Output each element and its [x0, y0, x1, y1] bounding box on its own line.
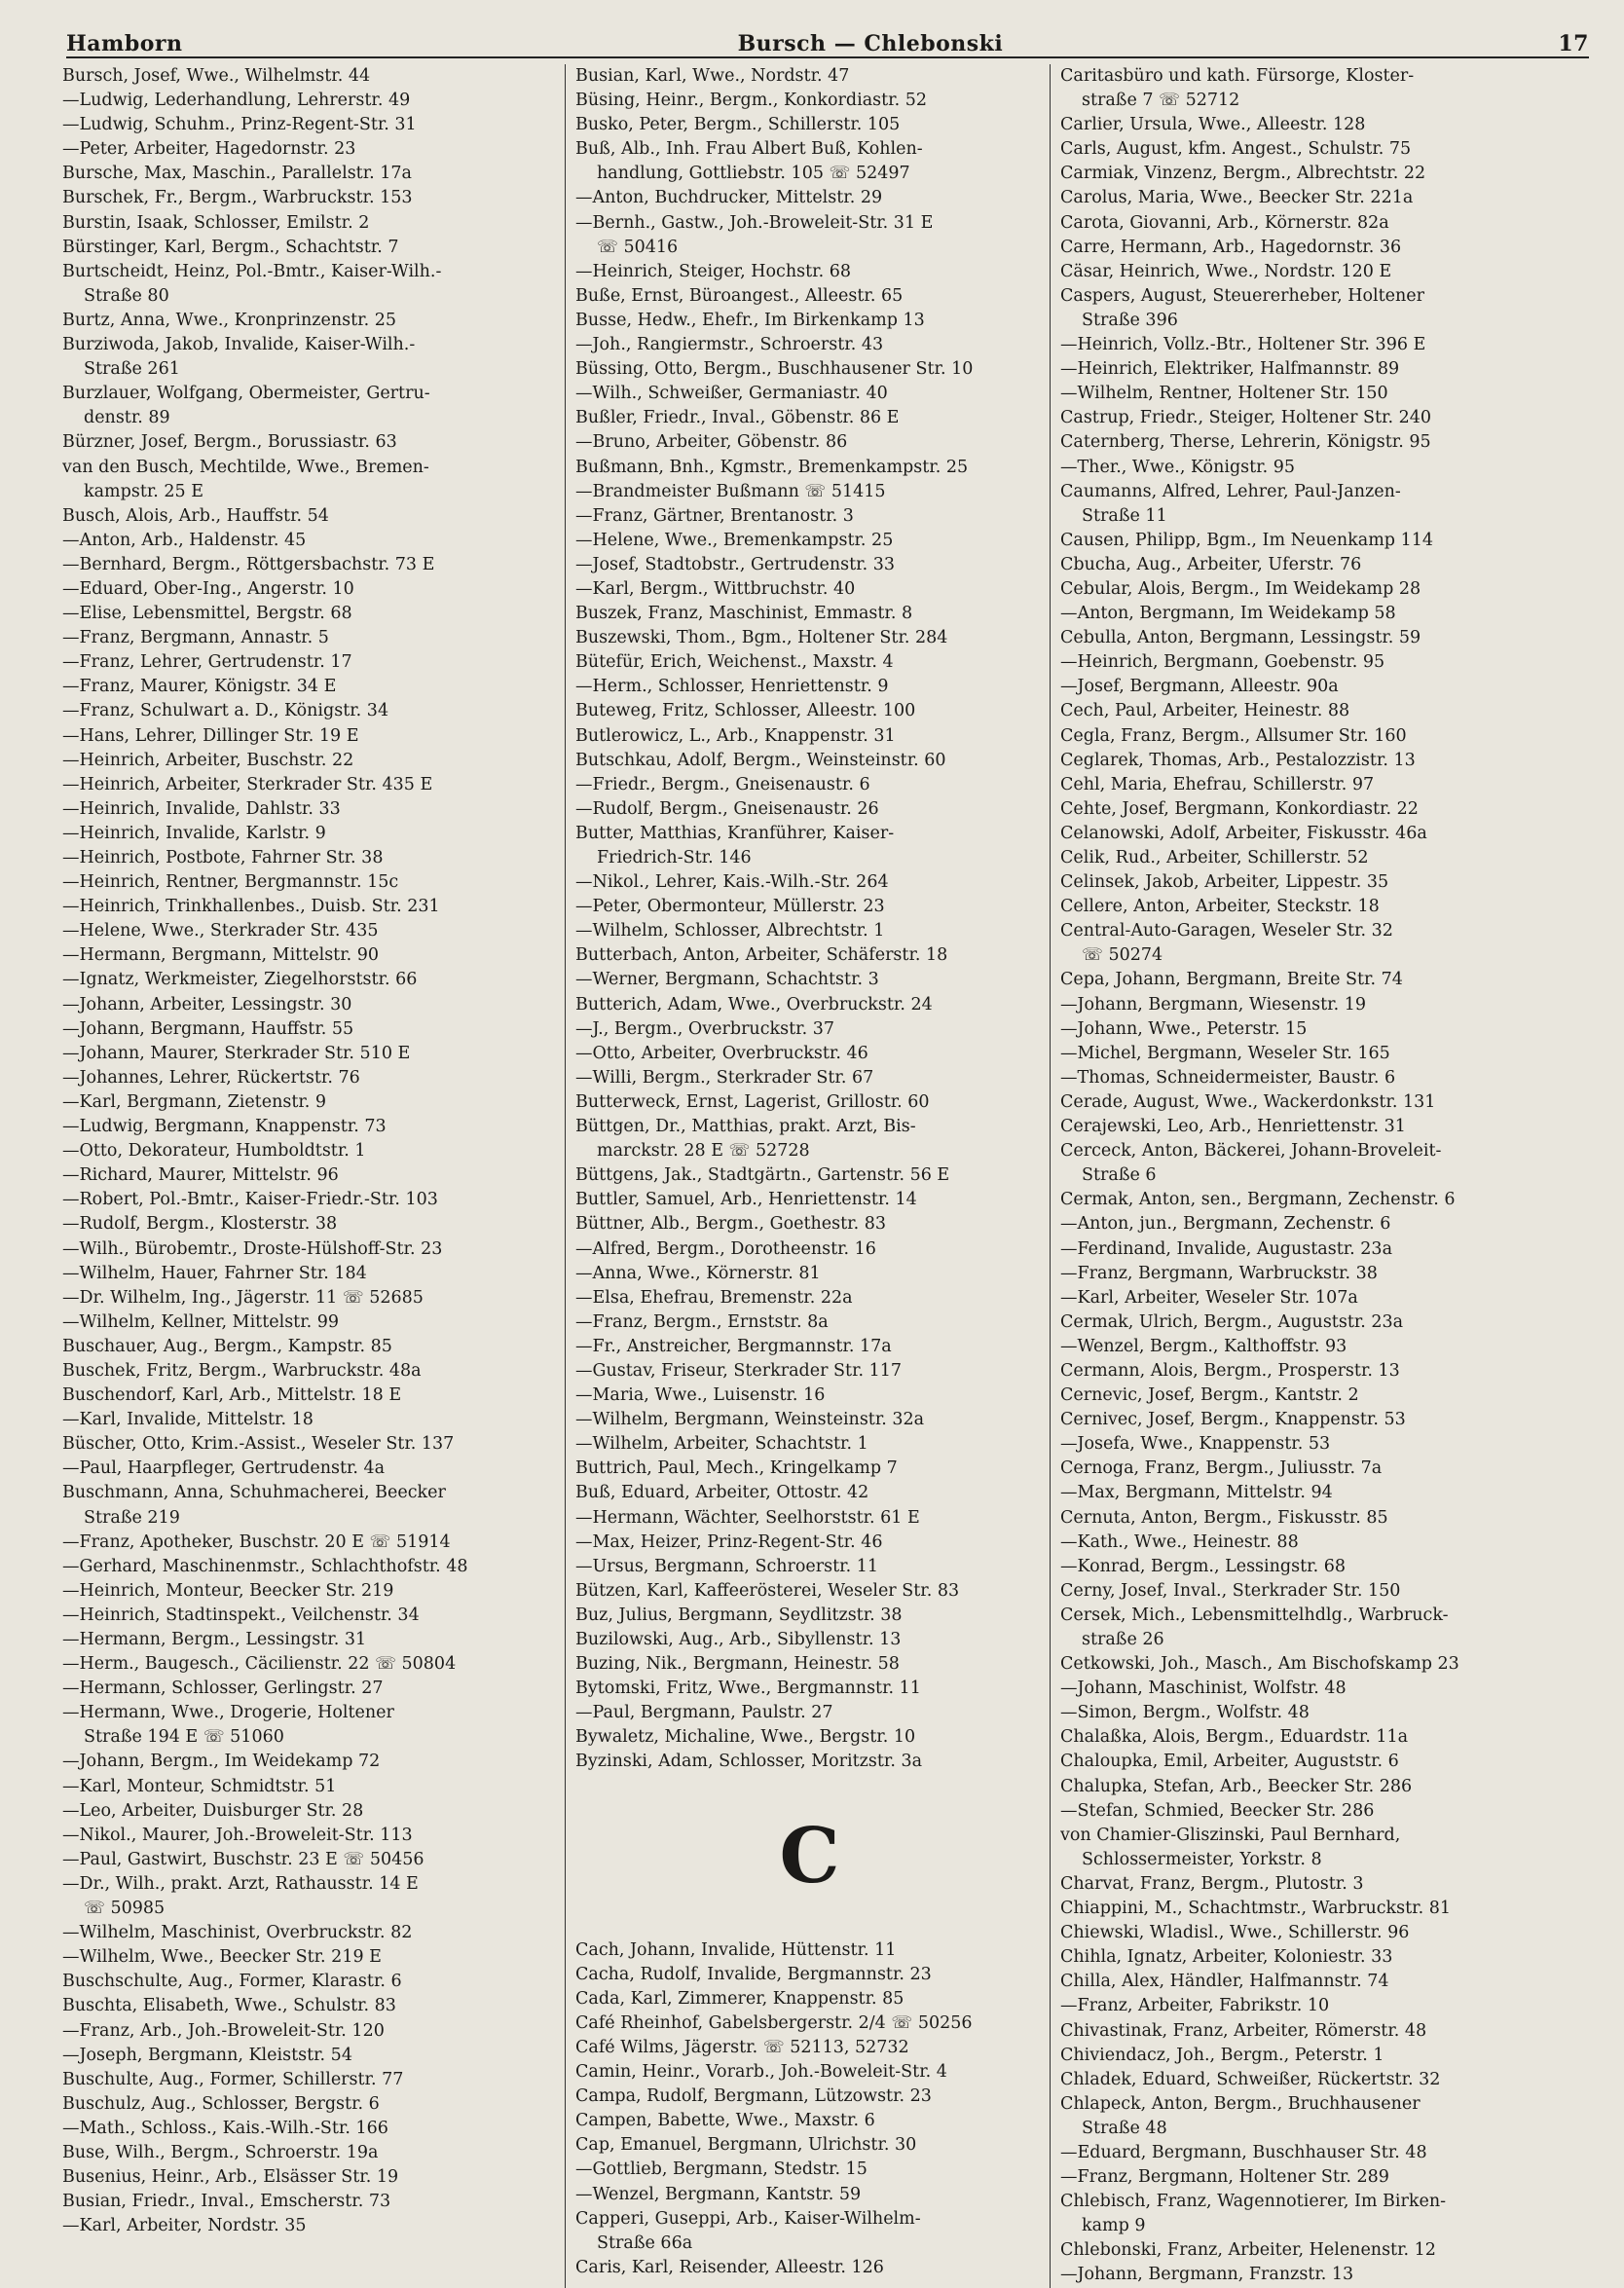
directory-entry: Castrup, Friedr., Steiger, Holtener Str. 240	[1060, 408, 1432, 428]
directory-entry: —Franz, Bergmann, Holtener Str. 289	[1060, 2167, 1389, 2188]
directory-entry: Campa, Rudolf, Bergmann, Lützowstr. 23	[575, 2086, 932, 2107]
section-letter: C	[779, 1811, 840, 1901]
directory-entry: —Heinrich, Monteur, Beecker Str. 219	[62, 1580, 394, 1601]
directory-entry: —Heinrich, Rentner, Bergmannstr. 15c	[62, 872, 399, 893]
directory-entry: Büttner, Alb., Bergm., Goethestr. 83	[575, 1214, 886, 1235]
directory-entry: Causen, Philipp, Bgm., Im Neuenkamp 114	[1060, 530, 1433, 550]
directory-entry: Buschendorf, Karl, Arb., Mittelstr. 18 E	[62, 1385, 402, 1406]
column-3	[1050, 64, 1581, 2288]
directory-entry: Carmiak, Vinzenz, Bergm., Albrechtstr. 22	[1060, 164, 1426, 184]
directory-entry: Cap, Emanuel, Bergmann, Ulrichstr. 30	[575, 2135, 917, 2156]
directory-entry: Chiewski, Wladisl., Wwe., Schillerstr. 96	[1060, 1923, 1410, 1943]
directory-entry: —Wenzel, Bergm., Kalthoffstr. 93	[1060, 1336, 1347, 1356]
directory-entry: —Johann, Bergm., Im Weidekamp 72	[62, 1752, 381, 1772]
directory-entry: —Thomas, Schneidermeister, Baustr. 6	[1060, 1067, 1396, 1088]
directory-entry: straße 26	[1082, 1630, 1164, 1649]
directory-entry: Charvat, Franz, Bergm., Plutostr. 3	[1060, 1873, 1364, 1894]
directory-entry: Chlebonski, Franz, Arbeiter, Helenenstr. 12	[1060, 2240, 1436, 2261]
directory-entry: ☏ 50274	[1082, 945, 1163, 966]
directory-entry: —Wilhelm, Wwe., Beecker Str. 219 E	[62, 1947, 382, 1968]
directory-entry: —Stefan, Schmied, Beecker Str. 286	[1060, 1800, 1375, 1821]
directory-entry: —Gustav, Friseur, Sterkrader Str. 117	[575, 1360, 903, 1381]
directory-entry: Chaloupka, Emil, Arbeiter, Auguststr. 6	[1060, 1752, 1399, 1772]
directory-entry: —Heinrich, Arbeiter, Sterkrader Str. 435 E	[62, 774, 433, 794]
directory-entry: —Herm., Baugesch., Cäcilienstr. 22 ☏ 50804	[62, 1654, 457, 1675]
directory-entry: Bywaletz, Michaline, Wwe., Bergstr. 10	[575, 1727, 916, 1748]
directory-entry: —Gottlieb, Bergmann, Stedstr. 15	[575, 2159, 867, 2180]
directory-entry: Buzing, Nik., Bergmann, Heinestr. 58	[575, 1654, 900, 1675]
directory-entry: Buszewski, Thom., Bgm., Holtener Str. 284	[575, 628, 948, 648]
directory-entry: Busian, Karl, Wwe., Nordstr. 47	[575, 66, 850, 86]
directory-entry: —Elsa, Ehefrau, Bremenstr. 22a	[575, 1287, 853, 1308]
directory-entry: —Karl, Monteur, Schmidtstr. 51	[62, 1776, 337, 1796]
directory-entry: —Otto, Arbeiter, Overbruckstr. 46	[575, 1043, 868, 1063]
directory-entry: —Wilhelm, Arbeiter, Schachtstr. 1	[575, 1434, 868, 1455]
directory-entry: Chalaßka, Alois, Bergm., Eduardstr. 11a	[1060, 1727, 1409, 1748]
directory-entry: —Wilhelm, Hauer, Fahrner Str. 184	[62, 1263, 367, 1283]
directory-entry: Busian, Friedr., Inval., Emscherstr. 73	[62, 2192, 391, 2212]
directory-entry: Carolus, Maria, Wwe., Beecker Str. 221a	[1060, 188, 1414, 208]
directory-entry: —Franz, Maurer, Königstr. 34 E	[62, 677, 337, 697]
directory-entry: —Otto, Dekorateur, Humboldtstr. 1	[62, 1141, 366, 1162]
directory-entry: —Karl, Arbeiter, Weseler Str. 107a	[1060, 1287, 1358, 1308]
running-header	[66, 14, 1589, 58]
directory-entry: Burschek, Fr., Bergm., Warbruckstr. 153	[62, 188, 413, 208]
directory-entry: —Karl, Arbeiter, Nordstr. 35	[62, 2216, 307, 2236]
directory-entry: van den Busch, Mechtilde, Wwe., Bremen-	[62, 457, 429, 477]
directory-entry: —Hermann, Wwe., Drogerie, Holtener	[62, 1703, 394, 1723]
directory-entry: Caternberg, Therse, Lehrerin, Königstr. 95	[1060, 432, 1431, 453]
directory-entry: —Eduard, Bergmann, Buschhauser Str. 48	[1060, 2142, 1427, 2162]
directory-entry: Carls, August, kfm. Angest., Schulstr. 75	[1060, 139, 1412, 160]
directory-entry: —Karl, Bergmann, Zietenstr. 9	[62, 1091, 327, 1112]
directory-entry: Buschek, Fritz, Bergm., Warbruckstr. 48a	[62, 1360, 422, 1381]
directory-entry: —Nikol., Lehrer, Kais.-Wilh.-Str. 264	[575, 872, 889, 893]
directory-entry: Burziwoda, Jakob, Invalide, Kaiser-Wilh.-	[62, 335, 416, 355]
directory-entry: Buzilowski, Aug., Arb., Sibyllenstr. 13	[575, 1630, 902, 1649]
directory-entry: —Peter, Arbeiter, Hagedornstr. 23	[62, 139, 356, 160]
directory-entry: Cach, Johann, Invalide, Hüttenstr. 11	[575, 1939, 897, 1960]
directory-entry: —Rudolf, Bergm., Klosterstr. 38	[62, 1214, 338, 1235]
directory-entry: —Josef, Bergmann, Alleestr. 90a	[1060, 677, 1339, 697]
directory-entry: —Richard, Maurer, Mittelstr. 96	[62, 1165, 339, 1186]
directory-entry: —Ignatz, Werkmeister, Ziegelhorststr. 66	[62, 970, 418, 990]
directory-entry: —Friedr., Bergm., Gneisenaustr. 6	[575, 774, 870, 794]
directory-entry: —Johann, Bergmann, Hauffstr. 55	[62, 1018, 354, 1039]
directory-entry: —Bernh., Gastw., Joh.-Broweleit-Str. 31 E	[575, 212, 934, 233]
directory-entry: —Franz, Bergmann, Warbruckstr. 38	[1060, 1263, 1378, 1283]
directory-entry: Celanowski, Adolf, Arbeiter, Fiskusstr. 46a	[1060, 823, 1427, 843]
directory-entry: Buschulz, Aug., Schlosser, Bergstr. 6	[62, 2093, 380, 2114]
directory-entry: Caritasbüro und kath. Fürsorge, Kloster-	[1060, 66, 1415, 86]
directory-entry: Burtz, Anna, Wwe., Kronprinzenstr. 25	[62, 310, 397, 330]
directory-entry: —Heinrich, Arbeiter, Buschstr. 22	[62, 750, 354, 770]
directory-entry: Buschauer, Aug., Bergm., Kampstr. 85	[62, 1336, 392, 1356]
directory-entry: Straße 48	[1082, 2118, 1167, 2138]
directory-entry: —Karl, Bergm., Wittbruchstr. 40	[575, 578, 856, 599]
directory-entry: Cernivec, Josef, Bergm., Knappenstr. 53	[1060, 1410, 1406, 1430]
directory-entry: —Hermann, Bergmann, Mittelstr. 90	[62, 945, 380, 966]
entry-columns	[62, 64, 1589, 2288]
directory-entry: Cerceck, Anton, Bäckerei, Johann-Broveleit-	[1060, 1141, 1442, 1162]
directory-entry: Cermak, Anton, sen., Bergmann, Zechenstr. 6	[1060, 1190, 1456, 1210]
directory-entry: —Franz, Bergm., Ernststr. 8a	[575, 1311, 829, 1332]
directory-entry: Chihla, Ignatz, Arbeiter, Koloniestr. 33	[1060, 1947, 1393, 1968]
directory-entry: —Wilhelm, Maschinist, Overbruckstr. 82	[62, 1923, 413, 1943]
directory-entry: —Herm., Schlosser, Henriettenstr. 9	[575, 677, 889, 697]
directory-entry: Buse, Wilh., Bergm., Schroerstr. 19a	[62, 2142, 379, 2162]
directory-entry: Cacha, Rudolf, Invalide, Bergmannstr. 23	[575, 1964, 932, 1984]
directory-entry: ☏ 50416	[597, 237, 679, 257]
directory-entry: —Elise, Lebensmittel, Bergstr. 68	[62, 604, 352, 624]
directory-entry: —Wenzel, Bergmann, Kantstr. 59	[575, 2184, 862, 2204]
directory-entry: Straße 6	[1082, 1165, 1157, 1186]
page-number: 17	[1558, 31, 1589, 56]
directory-entry: Butschkau, Adolf, Bergm., Weinsteinstr. 60	[575, 750, 946, 770]
directory-entry: —Joh., Rangiermstr., Schroerstr. 43	[575, 335, 884, 355]
directory-entry: Buschmann, Anna, Schuhmacherei, Beecker	[62, 1483, 446, 1503]
directory-entry: Büttgens, Jak., Stadtgärtn., Gartenstr. 56 E	[575, 1165, 950, 1186]
directory-entry: —Peter, Obermonteur, Müllerstr. 23	[575, 897, 885, 917]
directory-entry: Cäsar, Heinrich, Wwe., Nordstr. 120 E	[1060, 261, 1392, 281]
directory-entry: —Joseph, Bergmann, Kleiststr. 54	[62, 2045, 352, 2065]
directory-entry: —Franz, Apotheker, Buschstr. 20 E ☏ 51914	[62, 1531, 451, 1552]
directory-entry: Café Rheinhof, Gabelsbergerstr. 2/4 ☏ 50256	[575, 2012, 973, 2033]
directory-entry: —Johann, Maurer, Sterkrader Str. 510 E	[62, 1043, 411, 1063]
directory-entry: —Anton, Buchdrucker, Mittelstr. 29	[575, 188, 883, 208]
directory-entry: ☏ 50985	[84, 1899, 166, 1919]
directory-entry: —Paul, Gastwirt, Buschstr. 23 E ☏ 50456	[62, 1849, 424, 1869]
directory-entry: Straße 11	[1082, 505, 1167, 526]
directory-entry: Cehl, Maria, Ehefrau, Schillerstr. 97	[1060, 774, 1375, 794]
directory-entry: Chlapeck, Anton, Bergm., Bruchhausener	[1060, 2093, 1421, 2114]
directory-entry: Schlossermeister, Yorkstr. 8	[1082, 1849, 1322, 1869]
directory-entry: Butterbach, Anton, Arbeiter, Schäferstr. 18	[575, 945, 948, 966]
directory-entry: Bursche, Max, Maschin., Parallelstr. 17a	[62, 164, 412, 184]
directory-entry: Camin, Heinr., Vorarb., Joh.-Boweleit-Str. 4	[575, 2062, 947, 2083]
directory-entry: Chiviendacz, Joh., Bergm., Peterstr. 1	[1060, 2045, 1384, 2065]
directory-entry: —Bernhard, Bergm., Röttgersbachstr. 73 E	[62, 554, 435, 574]
directory-entry: —Anton, jun., Bergmann, Zechenstr. 6	[1060, 1214, 1391, 1235]
directory-entry: Buszek, Franz, Maschinist, Emmastr. 8	[575, 604, 913, 624]
directory-entry: Cernoga, Franz, Bergm., Juliusstr. 7a	[1060, 1458, 1383, 1479]
directory-entry: Café Wilms, Jägerstr. ☏ 52113, 52732	[575, 2037, 909, 2057]
directory-entry: —Karl, Invalide, Mittelstr. 18	[62, 1410, 314, 1430]
directory-entry: —Fr., Anstreicher, Bergmannstr. 17a	[575, 1336, 892, 1356]
directory-entry: Cebulla, Anton, Bergmann, Lessingstr. 59	[1060, 628, 1421, 648]
directory-entry: Bütefür, Erich, Weichenst., Maxstr. 4	[575, 652, 894, 673]
directory-entry: Bußler, Friedr., Inval., Göbenstr. 86 E	[575, 408, 900, 428]
directory-entry: —Franz, Lehrer, Gertrudenstr. 17	[62, 652, 352, 673]
directory-entry: Chalupka, Stefan, Arb., Beecker Str. 286	[1060, 1776, 1413, 1796]
directory-entry: Butterich, Adam, Wwe., Overbruckstr. 24	[575, 994, 933, 1015]
directory-entry: marckstr. 28 E ☏ 52728	[597, 1141, 810, 1162]
directory-entry: Butterweck, Ernst, Lagerist, Grillostr. 60	[575, 1091, 930, 1112]
directory-entry: —Heinrich, Postbote, Fahrner Str. 38	[62, 848, 384, 867]
directory-entry: Cetkowski, Joh., Masch., Am Bischofskamp 23	[1060, 1654, 1459, 1675]
directory-entry: Straße 80	[84, 285, 169, 306]
directory-entry: Büttgen, Dr., Matthias, prakt. Arzt, Bis-	[575, 1117, 916, 1137]
directory-entry: —Franz, Schulwart a. D., Königstr. 34	[62, 701, 389, 721]
directory-entry: —Hermann, Wächter, Seelhorststr. 61 E	[575, 1507, 920, 1528]
directory-entry: —Paul, Bergmann, Paulstr. 27	[575, 1703, 833, 1723]
directory-entry: —Josefa, Wwe., Knappenstr. 53	[1060, 1434, 1331, 1455]
directory-entry: Cebular, Alois, Bergm., Im Weidekamp 28	[1060, 578, 1421, 599]
directory-entry: Capperi, Guseppi, Arb., Kaiser-Wilhelm-	[575, 2208, 921, 2229]
directory-entry: —Heinrich, Elektriker, Halfmannstr. 89	[1060, 359, 1400, 380]
directory-entry: Bytomski, Fritz, Wwe., Bergmannstr. 11	[575, 1679, 921, 1699]
directory-entry: Busko, Peter, Bergm., Schillerstr. 105	[575, 115, 901, 135]
directory-entry: Chiappini, M., Schachtmstr., Warbruckstr. 81	[1060, 1899, 1451, 1919]
directory-entry: Buß, Alb., Inh. Frau Albert Buß, Kohlen-	[575, 139, 923, 160]
directory-entry: —Max, Heizer, Prinz-Regent-Str. 46	[575, 1531, 883, 1552]
directory-entry: —Wilhelm, Kellner, Mittelstr. 99	[62, 1311, 340, 1332]
directory-entry: —Eduard, Ober-Ing., Angerstr. 10	[62, 578, 354, 599]
directory-entry: von Chamier-Gliszinski, Paul Bernhard,	[1060, 1825, 1401, 1845]
directory-entry: —Ther., Wwe., Königstr. 95	[1060, 457, 1296, 477]
directory-entry: Buteweg, Fritz, Schlosser, Alleestr. 100	[575, 701, 916, 721]
directory-entry: Bützen, Karl, Kaffeerösterei, Weseler Str. 83	[575, 1580, 960, 1601]
directory-entry: Chilla, Alex, Händler, Halfmannstr. 74	[1060, 1972, 1389, 1992]
directory-entry: —Franz, Arb., Joh.-Broweleit-Str. 120	[62, 2020, 385, 2041]
directory-entry: —Johann, Wwe., Peterstr. 15	[1060, 1018, 1308, 1039]
directory-entry: Cerade, August, Wwe., Wackerdonkstr. 131	[1060, 1091, 1436, 1112]
directory-entry: —Ursus, Bergmann, Schroerstr. 11	[575, 1556, 878, 1576]
directory-entry: —Anton, Bergmann, Im Weidekamp 58	[1060, 604, 1396, 624]
directory-entry: denstr. 89	[84, 408, 170, 428]
directory-entry: Friedrich-Str. 146	[597, 848, 752, 867]
directory-entry: Buße, Ernst, Büroangest., Alleestr. 65	[575, 285, 904, 306]
directory-entry: Buttrich, Paul, Mech., Kringelkamp 7	[575, 1458, 898, 1479]
directory-entry: Straße 66a	[597, 2233, 693, 2253]
directory-entry: Busch, Alois, Arb., Hauffstr. 54	[62, 505, 329, 526]
directory-entry: —Rudolf, Bergm., Gneisenaustr. 26	[575, 798, 879, 819]
directory-entry: Bursch, Josef, Wwe., Wilhelmstr. 44	[62, 66, 371, 86]
directory-entry: —Franz, Gärtner, Brentanostr. 3	[575, 505, 854, 526]
directory-entry: kamp 9	[1082, 2216, 1146, 2236]
directory-entry: Cehte, Josef, Bergmann, Konkordiastr. 22	[1060, 798, 1419, 819]
directory-entry: Cech, Paul, Arbeiter, Heinestr. 88	[1060, 701, 1350, 721]
directory-entry: —Maria, Wwe., Luisenstr. 16	[575, 1385, 826, 1406]
directory-entry: —Hermann, Schlosser, Gerlingstr. 27	[62, 1679, 384, 1699]
directory-entry: —Anna, Wwe., Körnerstr. 81	[575, 1263, 821, 1283]
directory-entry: —Brandmeister Bußmann ☏ 51415	[575, 481, 886, 501]
directory-entry: —Wilhelm, Bergmann, Weinsteinstr. 32a	[575, 1410, 925, 1430]
directory-entry: —Johannes, Lehrer, Rückertstr. 76	[62, 1067, 360, 1088]
directory-entry: —Johann, Bergmann, Franzstr. 13	[1060, 2265, 1354, 2285]
directory-entry: —Ludwig, Schuhm., Prinz-Regent-Str. 31	[62, 115, 417, 135]
directory-entry: Carota, Giovanni, Arb., Körnerstr. 82a	[1060, 212, 1389, 233]
directory-entry: Bürzner, Josef, Bergm., Borussiastr. 63	[62, 432, 397, 453]
directory-entry: —Heinrich, Vollz.-Btr., Holtener Str. 396 E	[1060, 335, 1426, 355]
directory-entry: —Franz, Bergmann, Annastr. 5	[62, 628, 329, 648]
directory-entry: —Heinrich, Trinkhallenbes., Duisb. Str. 231	[62, 897, 440, 917]
directory-entry: Cersek, Mich., Lebensmittelhdlg., Warbruck-	[1060, 1605, 1449, 1625]
directory-entry: —Willi, Bergm., Sterkrader Str. 67	[575, 1067, 874, 1088]
directory-entry: —Johann, Bergmann, Wiesenstr. 19	[1060, 994, 1366, 1015]
directory-entry: —Heinrich, Stadtinspekt., Veilchenstr. 34	[62, 1605, 420, 1625]
directory-entry: Büssing, Otto, Bergm., Buschhausener Str. 10	[575, 359, 974, 380]
header-name-range: Bursch — Chlebonski	[737, 31, 1004, 56]
directory-entry: —Leo, Arbeiter, Duisburger Str. 28	[62, 1800, 364, 1821]
directory-entry: Büsing, Heinr., Bergm., Konkordiastr. 52	[575, 91, 927, 111]
directory-entry: Cegla, Franz, Bergm., Allsumer Str. 160	[1060, 725, 1407, 746]
directory-entry: Butlerowicz, L., Arb., Knappenstr. 31	[575, 725, 896, 746]
directory-entry: —Heinrich, Steiger, Hochstr. 68	[575, 261, 851, 281]
directory-entry: Straße 219	[84, 1507, 180, 1528]
directory-entry: —Heinrich, Bergmann, Goebenstr. 95	[1060, 652, 1385, 673]
directory-entry: Buschulte, Aug., Former, Schillerstr. 77	[62, 2069, 404, 2089]
directory-entry: Celik, Rud., Arbeiter, Schillerstr. 52	[1060, 848, 1369, 867]
directory-entry: Cernuta, Anton, Bergm., Fiskusstr. 85	[1060, 1507, 1388, 1528]
directory-entry: —Johann, Maschinist, Wolfstr. 48	[1060, 1679, 1347, 1699]
directory-entry: —Franz, Arbeiter, Fabrikstr. 10	[1060, 1996, 1330, 2016]
directory-entry: Caspers, August, Steuererheber, Holtener	[1060, 285, 1424, 306]
directory-entry: —Helene, Wwe., Bremenkampstr. 25	[575, 530, 894, 550]
directory-entry: Cermak, Ulrich, Bergm., Auguststr. 23a	[1060, 1311, 1404, 1332]
header-place: Hamborn	[66, 31, 183, 56]
directory-entry: Buschschulte, Aug., Former, Klarastr. 6	[62, 1972, 402, 1992]
column-1	[62, 64, 565, 2288]
directory-entry: —Dr. Wilhelm, Ing., Jägerstr. 11 ☏ 52685	[62, 1287, 424, 1308]
directory-entry: —Johann, Arbeiter, Lessingstr. 30	[62, 994, 352, 1015]
directory-entry: Büscher, Otto, Krim.-Assist., Weseler Str. 137	[62, 1434, 455, 1455]
directory-entry: —Wilh., Bürobemtr., Droste-Hülshoff-Str. 23	[62, 1238, 443, 1259]
directory-entry: Chladek, Eduard, Schweißer, Rückertstr. 32	[1060, 2069, 1441, 2089]
directory-entry: —Wilh., Schweißer, Germaniastr. 40	[575, 384, 888, 404]
directory-entry: —Wilhelm, Schlosser, Albrechtstr. 1	[575, 921, 885, 941]
directory-entry: Central-Auto-Garagen, Weseler Str. 32	[1060, 921, 1393, 941]
directory-entry: handlung, Gottliebstr. 105 ☏ 52497	[597, 164, 910, 184]
directory-entry: —Max, Bergmann, Mittelstr. 94	[1060, 1483, 1333, 1503]
column-2	[565, 64, 1050, 2288]
directory-entry: —Heinrich, Invalide, Dahlstr. 33	[62, 798, 341, 819]
directory-entry: —Michel, Bergmann, Weseler Str. 165	[1060, 1043, 1390, 1063]
directory-entry: —Heinrich, Invalide, Karlstr. 9	[62, 823, 326, 843]
directory-entry: Ceglarek, Thomas, Arb., Pestalozzistr. 13	[1060, 750, 1416, 770]
directory-entry: Chivastinak, Franz, Arbeiter, Römerstr. 48	[1060, 2020, 1427, 2041]
directory-entry: —Josef, Stadtobstr., Gertrudenstr. 33	[575, 554, 895, 574]
directory-entry: Bürstinger, Karl, Bergm., Schachtstr. 7	[62, 237, 399, 257]
directory-entry: Cerajewski, Leo, Arb., Henriettenstr. 31	[1060, 1117, 1406, 1137]
directory-entry: —Math., Schloss., Kais.-Wilh.-Str. 166	[62, 2118, 388, 2138]
directory-entry: Burtscheidt, Heinz, Pol.-Bmtr., Kaiser-Wilh.-	[62, 261, 442, 281]
directory-entry: —Dr., Wilh., prakt. Arzt, Rathausstr. 14 E	[62, 1873, 419, 1894]
directory-entry: —Wilhelm, Rentner, Holtener Str. 150	[1060, 384, 1388, 404]
directory-entry: —Werner, Bergmann, Schachtstr. 3	[575, 970, 879, 990]
directory-entry: —Hermann, Bergm., Lessingstr. 31	[62, 1630, 367, 1649]
directory-entry: Buttler, Samuel, Arb., Henriettenstr. 14	[575, 1190, 917, 1210]
directory-entry: Caumanns, Alfred, Lehrer, Paul-Janzen-	[1060, 481, 1401, 501]
directory-entry: —Helene, Wwe., Sterkrader Str. 435	[62, 921, 379, 941]
directory-entry: —Ludwig, Lederhandlung, Lehrerstr. 49	[62, 91, 411, 111]
directory-entry: Caris, Karl, Reisender, Alleestr. 126	[575, 2257, 884, 2277]
directory-entry: Cepa, Johann, Bergmann, Breite Str. 74	[1060, 970, 1403, 990]
directory-entry: Carre, Hermann, Arb., Hagedornstr. 36	[1060, 237, 1402, 257]
directory-entry: —Nikol., Maurer, Joh.-Broweleit-Str. 113	[62, 1825, 413, 1845]
directory-entry: —Simon, Bergm., Wolfstr. 48	[1060, 1703, 1310, 1723]
directory-entry: Carlier, Ursula, Wwe., Alleestr. 128	[1060, 115, 1366, 135]
directory-entry: Buschta, Elisabeth, Wwe., Schulstr. 83	[62, 1996, 396, 2016]
directory-entry: Busenius, Heinr., Arb., Elsässer Str. 19	[62, 2167, 399, 2188]
directory-entry: —Ferdinand, Invalide, Augustastr. 23a	[1060, 1238, 1393, 1259]
directory-entry: Butter, Matthias, Kranführer, Kaiser-	[575, 823, 895, 843]
directory-entry: —Gerhard, Maschinenmstr., Schlachthofstr. 48	[62, 1556, 468, 1576]
directory-entry: Cermann, Alois, Bergm., Prosperstr. 13	[1060, 1360, 1400, 1381]
directory-entry: Burzlauer, Wolfgang, Obermeister, Gertru-	[62, 384, 430, 404]
directory-entry: Byzinski, Adam, Schlosser, Moritzstr. 3a	[575, 1752, 923, 1772]
directory-entry: Cerny, Josef, Inval., Sterkrader Str. 150	[1060, 1580, 1401, 1601]
directory-entry: Bußmann, Bnh., Kgmstr., Bremenkampstr. 25	[575, 457, 969, 477]
directory-entry: Cbucha, Aug., Arbeiter, Uferstr. 76	[1060, 554, 1362, 574]
directory-entry: —J., Bergm., Overbruckstr. 37	[575, 1018, 834, 1039]
directory-entry: straße 7 ☏ 52712	[1082, 91, 1240, 111]
directory-entry: kampstr. 25 E	[84, 481, 204, 501]
directory-entry: —Alfred, Bergm., Dorotheenstr. 16	[575, 1238, 876, 1259]
directory-entry: Chlebisch, Franz, Wagennotierer, Im Birken-	[1060, 2192, 1446, 2212]
directory-entry: Straße 396	[1082, 310, 1178, 330]
directory-entry: Cellere, Anton, Arbeiter, Steckstr. 18	[1060, 897, 1380, 917]
directory-entry: Cernevic, Josef, Bergm., Kantstr. 2	[1060, 1385, 1359, 1406]
directory-entry: —Paul, Haarpfleger, Gertrudenstr. 4a	[62, 1458, 386, 1479]
directory-entry: Cada, Karl, Zimmerer, Knappenstr. 85	[575, 1988, 904, 2009]
directory-entry: Straße 261	[84, 359, 180, 380]
directory-entry: Buz, Julius, Bergmann, Seydlitzstr. 38	[575, 1605, 903, 1625]
directory-entry: —Anton, Arb., Haldenstr. 45	[62, 530, 307, 550]
directory-entry: Straße 194 E ☏ 51060	[84, 1727, 284, 1748]
directory-entry: Buß, Eduard, Arbeiter, Ottostr. 42	[575, 1483, 869, 1503]
directory-entry: Campen, Babette, Wwe., Maxstr. 6	[575, 2111, 875, 2131]
directory-entry: —Konrad, Bergm., Lessingstr. 68	[1060, 1556, 1346, 1576]
directory-entry: Burstin, Isaak, Schlosser, Emilstr. 2	[62, 212, 370, 233]
directory-entry: Busse, Hedw., Ehefr., Im Birkenkamp 13	[575, 310, 925, 330]
directory-entry: Celinsek, Jakob, Arbeiter, Lippestr. 35	[1060, 872, 1389, 893]
directory-entry: —Robert, Pol.-Bmtr., Kaiser-Friedr.-Str. 103	[62, 1190, 438, 1210]
directory-entry: —Kath., Wwe., Heinestr. 88	[1060, 1531, 1299, 1552]
directory-entry: —Ludwig, Bergmann, Knappenstr. 73	[62, 1117, 387, 1137]
directory-entry: —Bruno, Arbeiter, Göbenstr. 86	[575, 432, 848, 453]
directory-entry: —Hans, Lehrer, Dillinger Str. 19 E	[62, 725, 359, 746]
